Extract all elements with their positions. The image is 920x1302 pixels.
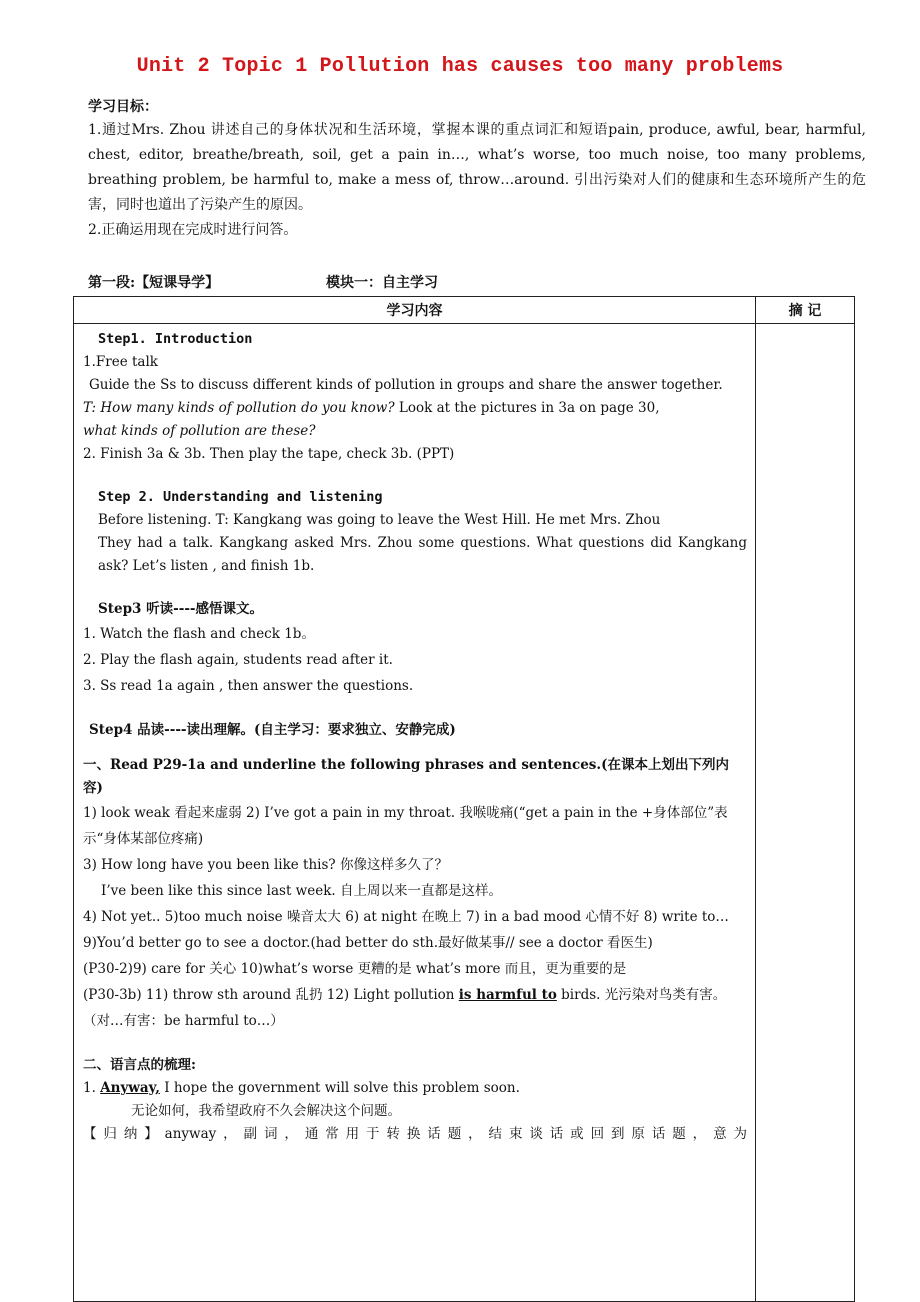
p30-underlined: is harmful to (458, 987, 557, 1003)
lp1-rest: I hope the government will solve this problem soon. (159, 1080, 520, 1096)
step1-question-italic: T: How many kinds of pollution do you know? (83, 400, 395, 416)
objective-item-2: 2.正确运用现在完成时进行问答。 (88, 222, 298, 238)
step3-item-1: 1. Watch the flash and check 1b。 (83, 626, 315, 642)
step1-question-italic2: what kinds of pollution are these? (83, 423, 316, 439)
step2-line1: Before listening. T: Kangkang was going to leave the West Hill. He met Mrs. Zhou (98, 512, 661, 528)
p30-suffix: birds. 光污染对鸟类有害。 (556, 987, 727, 1003)
lp1-translation: 无论如何，我希望政府不久会解决这个问题。 (131, 1103, 401, 1119)
header-notes: 摘 记 (756, 297, 855, 324)
step3-title: Step3 听读----感悟课文。 (98, 601, 264, 617)
page-title: Unit 2 Topic 1 Pollution has causes too many problems (136, 55, 784, 78)
p30-prefix: (P30-3b) 11) throw sth around 乱扔 12) Light pollution (83, 987, 459, 1003)
step1-title: Step1. Introduction (98, 331, 253, 347)
step2-line2: They had a talk. Kangkang asked Mrs. Zhou some questions. What questions did Kangkang ask? Let’s listen , and finish 1b. (98, 535, 747, 574)
content-cell (74, 324, 756, 1302)
step4-note: （对…有害：be harmful to…） (83, 1013, 284, 1029)
step1-free-talk: 1.Free talk (83, 354, 158, 370)
step4-line-p30 (83, 982, 747, 1008)
lp1-underlined: Anyway, (100, 1080, 160, 1096)
step4-line-2: 3) How long have you been like this? 你像这样多久了？ (83, 857, 448, 873)
step4-line-1: 1) look weak 看起来虚弱 2) I’ve got a pain in my throat. 我喉咙痛(“get a pain in the +身体部位”表示“身体某部位疼痛) (83, 805, 728, 847)
step4-title: Step4 品读----读出理解。(自主学习：要求独立、安静完成) (89, 722, 456, 738)
notes-cell (756, 324, 855, 1302)
step1-question (83, 397, 747, 420)
step1-finish: 2. Finish 3a & 3b. Then play the tape, check 3b. (PPT) (83, 446, 455, 462)
section-label: 第一段:【短课导学】 (88, 275, 220, 291)
objectives-heading: 学习目标： (88, 99, 158, 115)
lp1 (83, 1077, 747, 1100)
step4-line-3: I’ve been like this since last week. 自上周以来一直都是这样。 (101, 883, 502, 899)
lp1-prefix: 1. (83, 1080, 101, 1096)
step2-title: Step 2. Understanding and listening (98, 489, 383, 505)
step1-guide: Guide the Ss to discuss different kinds of pollution in groups and share the answer together. (89, 377, 723, 393)
lp1-summary: 【归纳】anyway，副词，通常用于转换话题，结束谈话或回到原话题，意为 (83, 1126, 747, 1142)
section-heading (88, 272, 438, 292)
step4-line-5: (P30-2)9) care for 关心 10)what’s worse 更糟的是 what’s more 而且，更为重要的是 (83, 961, 627, 977)
step4-line-4: 4) Not yet.. 5)too much noise 噪音太大 6) at night 在晚上 7) in a bad mood 心情不好 8) write to… 9)You’d better go to see a doctor.(had better do sth.最好做某事// see a doctor 看医生) (83, 909, 729, 951)
header-content: 学习内容 (74, 297, 756, 324)
step4-part2-title: 二、语言点的梳理: (83, 1057, 196, 1073)
step3-item-3: 3. Ss read 1a again , then answer the questions. (83, 678, 414, 694)
step4-part1-title: 一、Read P29-1a and underline the following phrases and sentences.(在课本上划出下列内容) (83, 757, 729, 796)
step1-question-rest: Look at the pictures in 3a on page 30, (394, 400, 660, 416)
section-module: 模块一：自主学习 (326, 275, 439, 291)
step3-item-2: 2. Play the flash again, students read after it. (83, 652, 393, 668)
objective-item-1: 1.通过Mrs. Zhou 讲述自己的身体状况和生活环境，掌握本课的重点词汇和短语pain, produce, awful, bear, harmful, chest, editor, breathe/breath, soil, get a pain in…, what’s worse, too much noise, too many problems, breathing problem, be harmful to, make a mess of, throw…around. 引出污染对人们的健康和生态环境所产生的危害，同时也道出了污染产生的原因。 (88, 122, 866, 213)
study-table (73, 296, 855, 1302)
